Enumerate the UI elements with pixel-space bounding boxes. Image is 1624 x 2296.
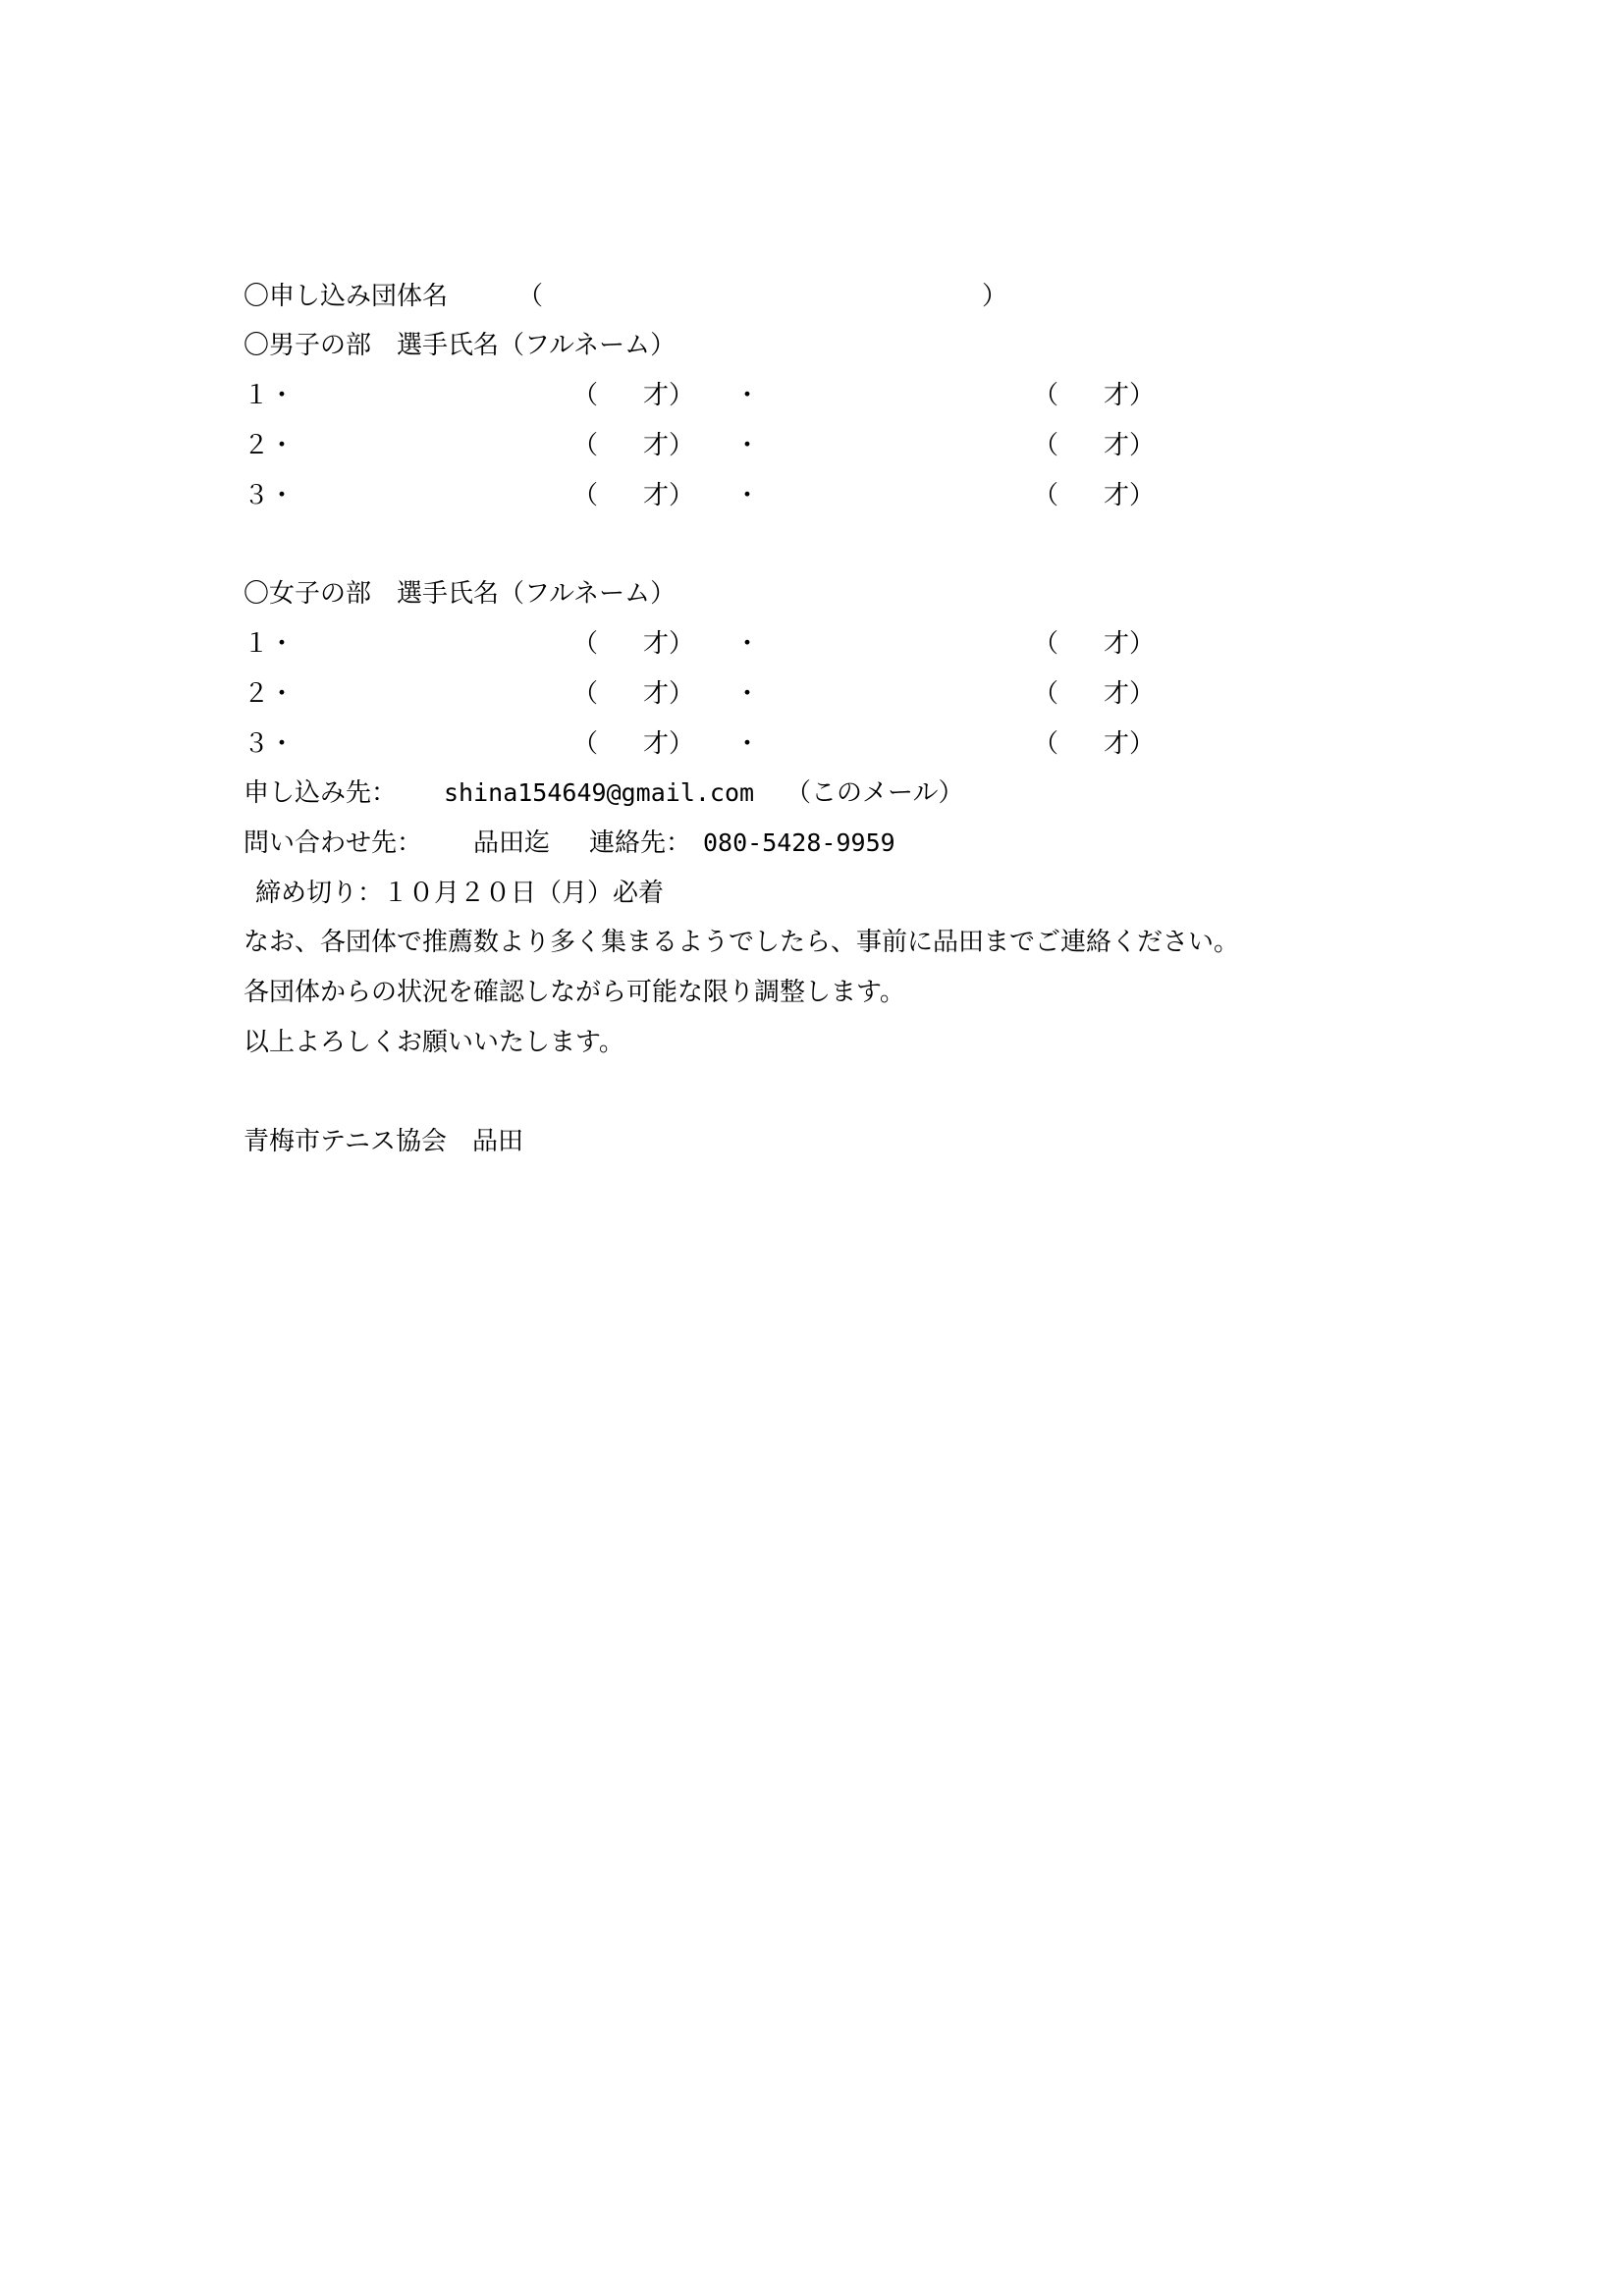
second-player-dot: ・ [734,729,761,759]
apply-note: （このメール） [785,778,964,808]
age-open-paren: （ [572,481,599,510]
age-open-paren: （ [572,679,599,709]
group-name-close-paren: ） [982,282,1008,311]
age-open-paren-2: （ [1033,381,1059,410]
age-suffix-2: 才） [1104,431,1156,460]
inquiry-label: 問い合わせ先： [244,828,423,858]
age-suffix-2: 才） [1104,481,1156,510]
group-name-open-paren: （ [517,282,544,311]
deadline: 締め切り：１０月２０日（月）必着 [255,879,665,908]
inquiry-phone: 080-5428-9959 [703,828,895,857]
row-number: ２・ [244,679,296,709]
second-player-dot: ・ [734,481,761,510]
age-open-paren: （ [572,629,599,659]
age-open-paren: （ [572,381,599,410]
inquiry-phone-label: 連絡先： [589,828,692,858]
second-player-dot: ・ [734,679,761,709]
age-suffix: 才） [643,381,695,410]
womens-heading: 〇女子の部 選手氏名（フルネーム） [244,579,677,609]
apply-email[interactable]: shina154649@gmail.com [444,778,755,807]
second-player-dot: ・ [734,629,761,659]
note-line: 以上よろしくお願いいたします。 [244,1028,624,1057]
group-name-label: 〇申し込み団体名 [244,282,449,311]
age-open-paren-2: （ [1033,481,1059,510]
age-suffix-2: 才） [1104,629,1156,659]
row-number: ３・ [244,729,296,759]
age-suffix: 才） [643,481,695,510]
row-number: １・ [244,381,296,410]
age-open-paren: （ [572,729,599,759]
age-open-paren-2: （ [1033,431,1059,460]
second-player-dot: ・ [734,431,761,460]
age-suffix: 才） [643,629,695,659]
signature: 青梅市テニス協会 品田 [244,1127,523,1156]
age-suffix: 才） [643,729,695,759]
note-line: なお、各団体で推薦数より多く集まるようでしたら、事前に品田までご連絡ください。 [244,928,1240,957]
age-open-paren-2: （ [1033,629,1059,659]
row-number: ２・ [244,431,296,460]
age-suffix-2: 才） [1104,679,1156,709]
second-player-dot: ・ [734,381,761,410]
apply-label: 申し込み先： [244,778,398,808]
inquiry-name: 品田迄 [473,828,551,858]
age-suffix: 才） [643,431,695,460]
age-open-paren-2: （ [1033,679,1059,709]
age-suffix: 才） [643,679,695,709]
age-open-paren: （ [572,431,599,460]
age-suffix-2: 才） [1104,381,1156,410]
age-suffix-2: 才） [1104,729,1156,759]
row-number: １・ [244,629,296,659]
age-open-paren-2: （ [1033,729,1059,759]
note-line: 各団体からの状況を確認しながら可能な限り調整します。 [244,978,905,1007]
row-number: ３・ [244,481,296,510]
mens-heading: 〇男子の部 選手氏名（フルネーム） [244,331,677,360]
